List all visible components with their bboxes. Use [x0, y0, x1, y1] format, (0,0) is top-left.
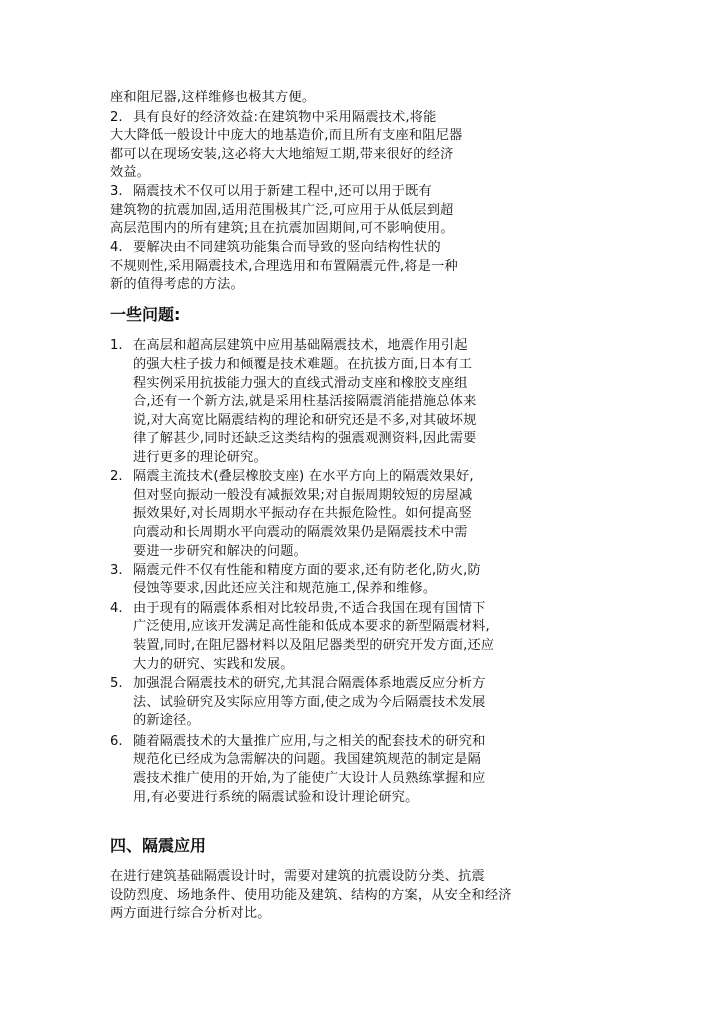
- problem-1-line: 的强大柱子拔力和倾覆是技术难题。在抗拔方面,日本有工: [133, 357, 473, 372]
- problem-5-line: 的新途径。: [133, 713, 200, 728]
- intro-item-2-text: 具有良好的经济效益:在建筑物中采用隔震技术,将能: [133, 110, 437, 125]
- problem-4-line: 由于现有的隔震体系相对比较昂贵,不适合我国在现有国情下: [133, 601, 486, 616]
- intro-line-5: 建筑物的抗震加固,适用范围极其广泛,可应用于从低层到超: [110, 203, 454, 218]
- intro-line-7: 不规则性,采用隔震技术,合理选用和布置隔震元件,将是一种: [110, 259, 458, 274]
- intro-item-2-number: 2.: [110, 110, 123, 125]
- problem-1-line: 合,还有一个新方法,就是采用柱基活接隔震消能措施总体来: [133, 394, 477, 409]
- problem-1-line: 进行更多的理论研究。: [133, 450, 267, 465]
- problem-6-line: 随着隔震技术的大量推广应用,与之相关的配套技术的研究和: [133, 734, 486, 749]
- problem-4-line: 大力的研究、实践和发展。: [133, 657, 294, 672]
- problem-5-line: 加强混合隔震技术的研究,尤其混合隔震体系地震反应分析方: [133, 676, 486, 691]
- problem-6-line: 用,有必要进行系统的隔震试验和设计理论研究。: [133, 790, 419, 805]
- intro-item-3-text: 隔震技术不仅可以用于新建工程中,还可以用于既有: [133, 184, 432, 199]
- application-line: 两方面进行综合分析对比。: [110, 906, 271, 921]
- problem-3-line: 侵蚀等要求,因此还应关注和规范施工,保养和维修。: [133, 581, 437, 596]
- problem-5-number: 5.: [110, 676, 123, 691]
- intro-line-3: 都可以在现场安装,这必将大大地缩短工期,带来很好的经济: [110, 147, 454, 162]
- problem-6-number: 6.: [110, 734, 123, 749]
- intro-line-8: 新的值得考虑的方法。: [110, 277, 244, 292]
- problem-2-line: 但对竖向振动一般没有减振效果;对自振周期较短的房屋减: [133, 488, 473, 503]
- application-line: 设防烈度、场地条件、使用功能及建筑、结构的方案，从安全和经济: [110, 888, 512, 903]
- section-title-application: 四、隔震应用: [110, 836, 207, 855]
- problem-6-line: 规范化已经成为急需解决的问题。我国建筑规范的制定是隔: [133, 752, 482, 767]
- intro-line-4: 效益。: [110, 165, 151, 180]
- section-title-problems: 一些问题:: [110, 305, 181, 324]
- problem-4-number: 4.: [110, 601, 123, 616]
- problem-2-line: 要进一步研究和解决的问题。: [133, 544, 308, 559]
- problem-2-line: 振效果好,对长周期水平振动存在共振危险性。如何提高竖: [133, 506, 473, 521]
- intro-line-1: 座和阻尼器,这样维修也极其方便。: [110, 90, 316, 105]
- intro-item-4-text: 要解决由不同建筑功能集合而导致的竖向结构性状的: [133, 240, 441, 255]
- problem-2-number: 2.: [110, 469, 123, 484]
- problem-1-line: 说,对大高宽比隔震结构的理论和研究还是不多,对其破坏规: [133, 413, 477, 428]
- intro-line-6: 高层范围内的所有建筑;且在抗震加固期间,可不影响使用。: [110, 221, 454, 236]
- problem-2-line: 隔震主流技术(叠层橡胶支座) 在水平方向上的隔震效果好,: [133, 469, 474, 484]
- problem-1-number: 1.: [110, 338, 123, 353]
- problem-1-line: 在高层和超高层建筑中应用基础隔震技术，地震作用引起: [133, 338, 468, 353]
- problem-4-line: 广泛使用,应该开发满足高性能和低成本要求的新型隔震材料,: [133, 619, 490, 634]
- problem-1-line: 程实例采用抗拔能力强大的直线式滑动支座和橡胶支座组: [133, 376, 468, 391]
- application-line: 在进行建筑基础隔震设计时，需要对建筑的抗震设防分类、抗震: [110, 869, 485, 884]
- problem-6-line: 震技术推广使用的开始,为了能使广大设计人员熟练掌握和应: [133, 771, 486, 786]
- problem-4-line: 装置,同时,在阻尼器材料以及阻尼器类型的研究开发方面,还应: [133, 638, 495, 653]
- intro-item-4-number: 4.: [110, 240, 123, 255]
- problem-3-number: 3.: [110, 563, 123, 578]
- problem-1-line: 律了解甚少,同时还缺乏这类结构的强震观测资料,因此需要: [133, 431, 477, 446]
- intro-line-2: 大大降低一般设计中庞大的地基造价,而且所有支座和阻尼器: [110, 128, 463, 143]
- problem-5-line: 法、试验研究及实际应用等方面,使之成为今后隔震技术发展: [133, 695, 486, 710]
- problem-2-line: 向震动和长周期水平向震动的隔震效果仍是隔震技术中需: [133, 525, 468, 540]
- problem-3-line: 隔震元件不仅有性能和精度方面的要求,还有防老化,防火,防: [133, 563, 481, 578]
- intro-item-3-number: 3.: [110, 184, 123, 199]
